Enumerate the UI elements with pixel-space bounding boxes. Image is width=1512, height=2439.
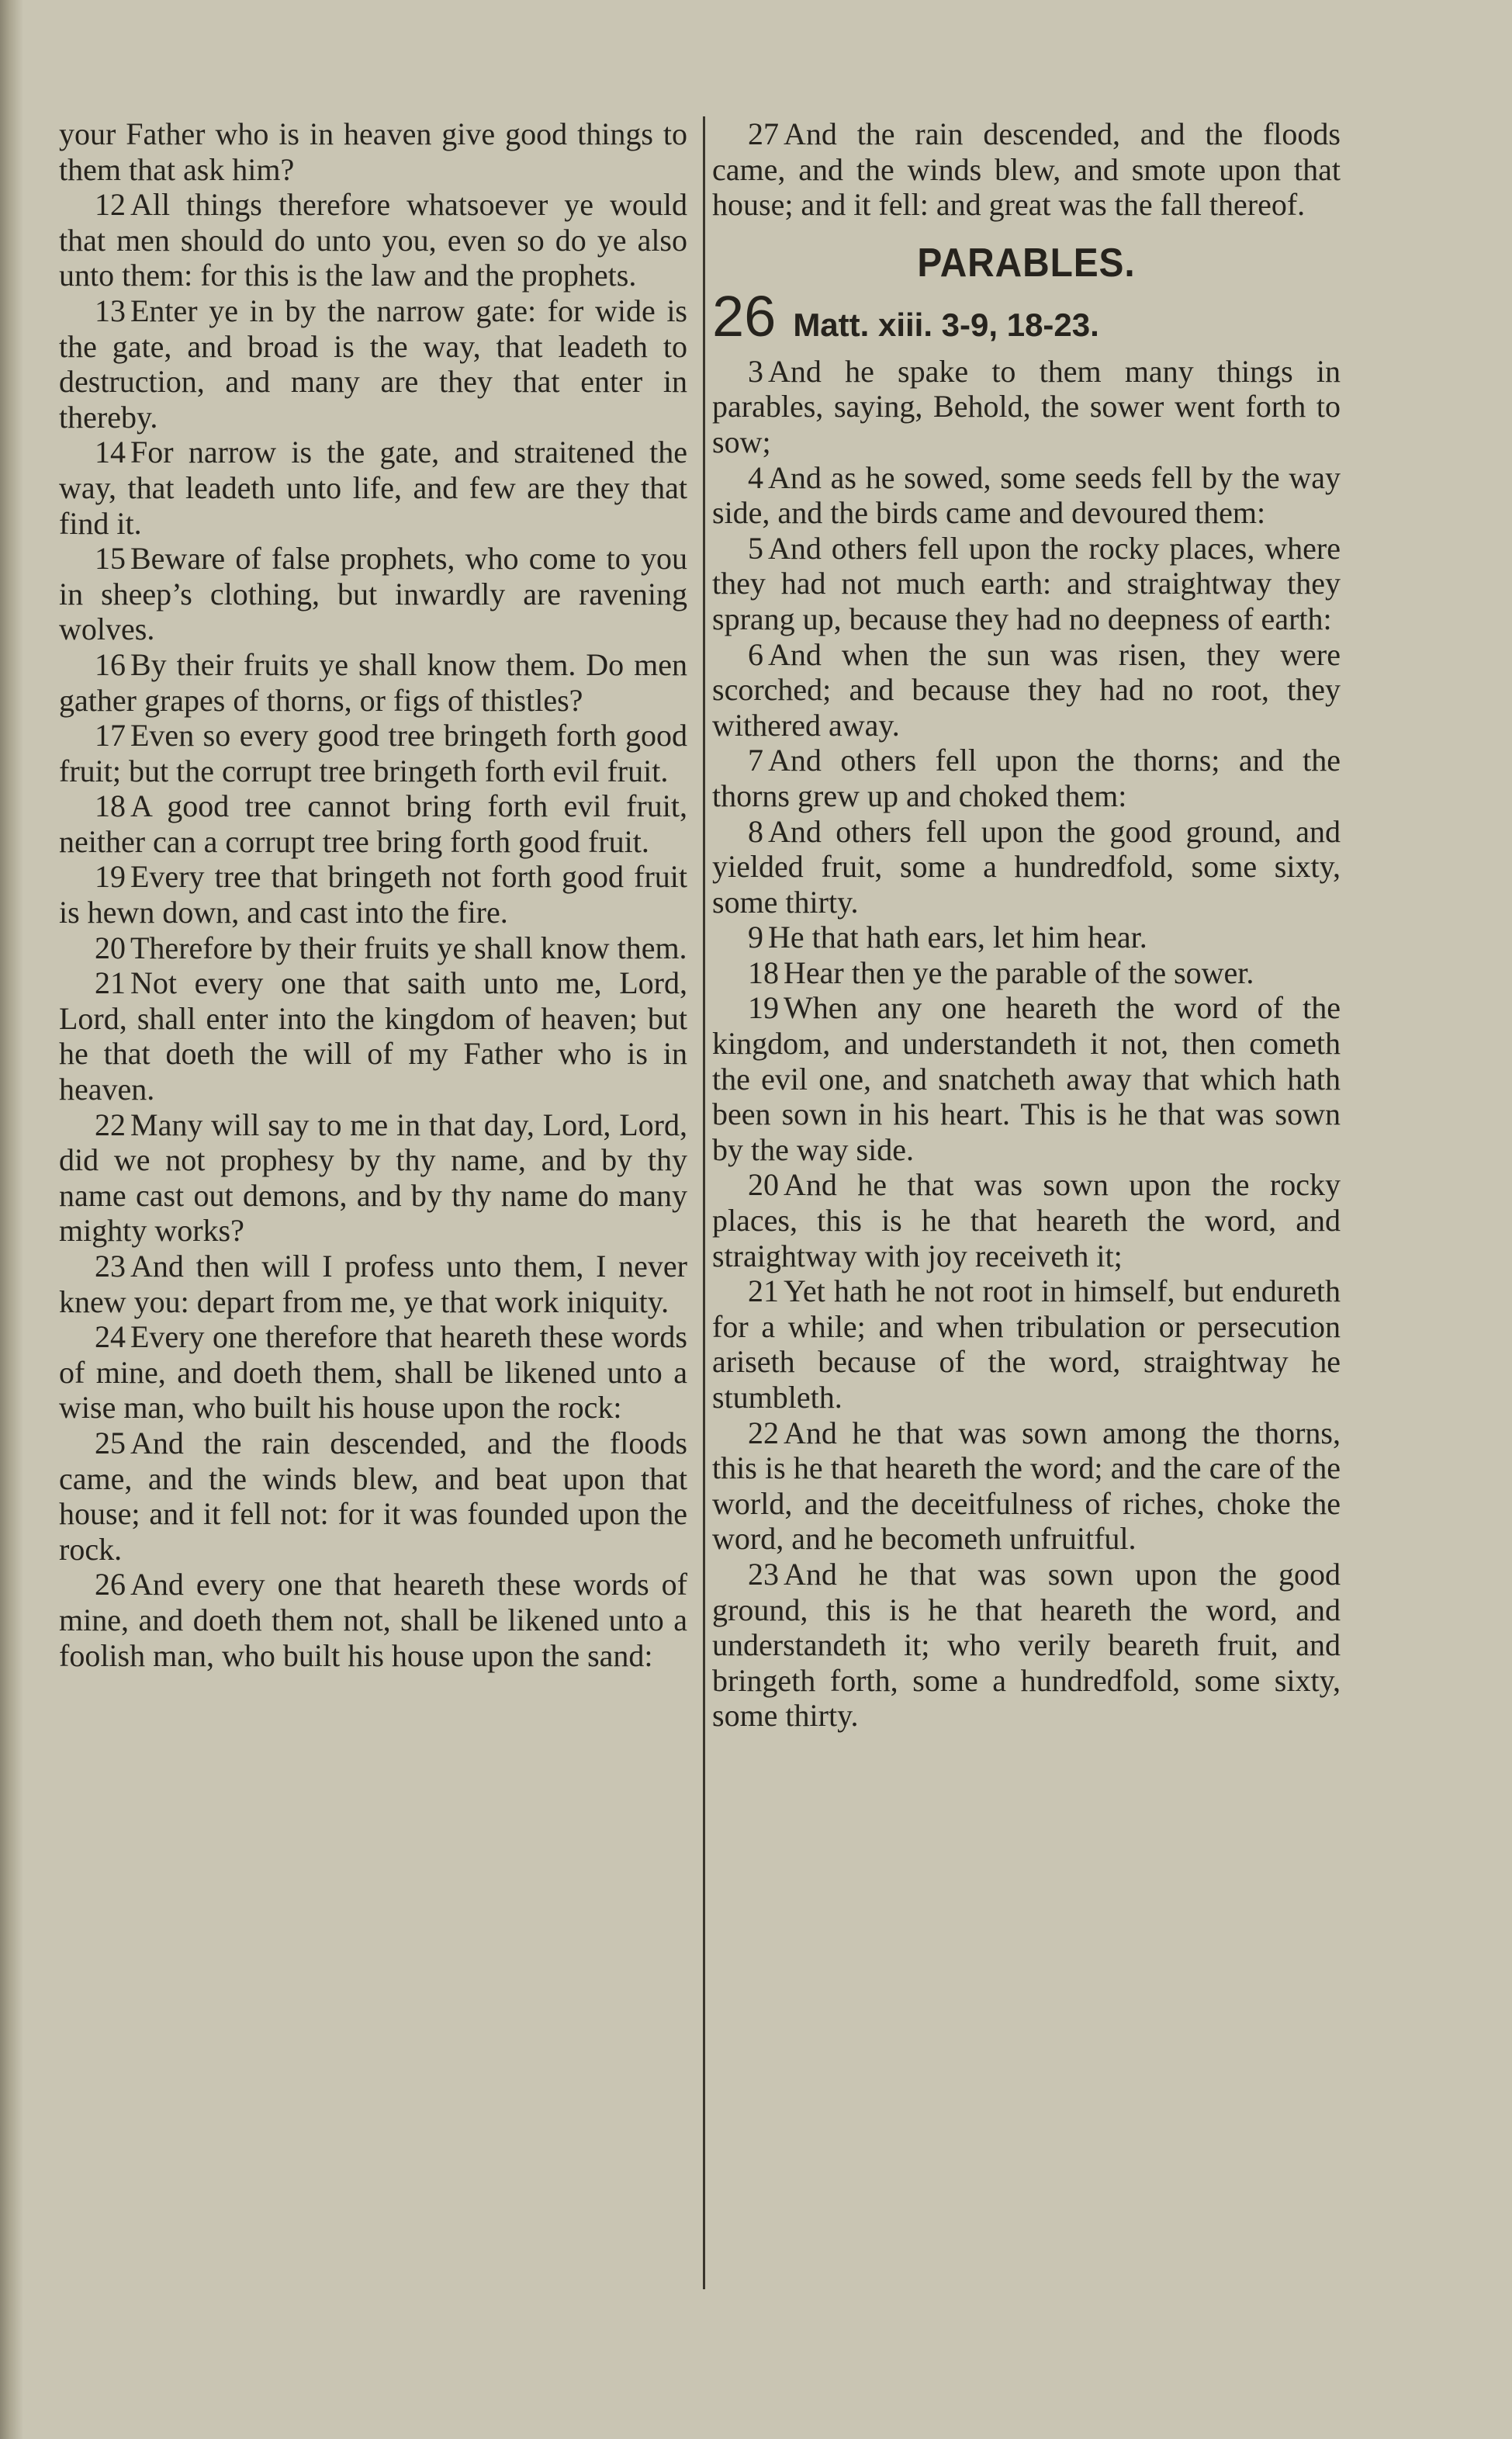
verse (712, 354, 1341, 460)
verse (59, 788, 687, 859)
verse-number: 26 (95, 1567, 126, 1602)
verse-number: 21 (95, 965, 126, 1001)
section-title: PARABLES. (917, 240, 1136, 286)
verse-text: He that hath ears, let him hear. (768, 920, 1147, 955)
verse-text: And he that was sown upon the good ground, this is he that heareth the word, and understandeth it; who verily beareth fruit, and bringeth forth, some a hundredfold, some sixty, some thirty. (712, 1556, 1341, 1734)
verse-text: And he that was sown among the thorns, this is he that heareth the word; and the care of the world, and the deceitfulness of riches, choke the word, and he becometh unfruitful. (712, 1415, 1341, 1557)
verse-text: Enter ye in by the narrow gate: for wide is the gate, and broad is the way, that leadeth to destruction, and many are they that enter in thereby. (59, 293, 687, 435)
verse-number: 5 (748, 530, 763, 566)
verse-number: 24 (95, 1319, 126, 1355)
verse-number: 6 (748, 636, 763, 672)
section-heading (712, 283, 1341, 351)
verse-text: And he spake to them many things in parables, saying, Behold, the sower went forth to sow; (712, 353, 1341, 459)
verse-text: And the rain descended, and the floods came, and the winds blew, and smote upon that house; and it fell: and great was the fall thereof. (712, 116, 1341, 223)
verse (59, 541, 687, 647)
right-column-verses-after (712, 354, 1341, 1734)
verse-number: 12 (95, 187, 126, 223)
verse-text: And others fell upon the good ground, and yielded fruit, some a hundredfold, some sixty, some thirty. (712, 813, 1341, 920)
verse-number: 19 (748, 990, 779, 1026)
verse-number: 16 (95, 646, 126, 682)
verse-number: 14 (95, 435, 126, 470)
verse-number: 17 (95, 718, 126, 754)
verse-number: 18 (748, 954, 779, 990)
verse-number: 23 (748, 1556, 779, 1592)
verse-text: For narrow is the gate, and straitened the way, that leadeth unto life, and few are they that find it. (59, 435, 687, 541)
verse (712, 460, 1341, 531)
verse-number: 22 (748, 1415, 779, 1450)
verse-number: 4 (748, 459, 763, 495)
verse (712, 637, 1341, 743)
verse (59, 859, 687, 930)
verse-text: Therefore by their fruits ye shall know them. (130, 930, 687, 965)
verse (712, 920, 1341, 955)
verse (712, 1557, 1341, 1734)
verse-text: A good tree cannot bring forth evil fruit, neither can a corrupt tree bring forth good fruit. (59, 788, 687, 859)
verse (712, 116, 1341, 223)
verse-text: And he that was sown upon the rocky places, this is he that heareth the word, and straightway with joy receiveth it; (712, 1167, 1341, 1273)
right-column (712, 116, 1341, 1734)
verse-number: 7 (748, 743, 763, 778)
verse-text: And every one that heareth these words of mine, and doeth them not, shall be likened unto a foolish man, who built his house upon the sand: (59, 1567, 687, 1673)
verse-number: 3 (748, 353, 763, 389)
verse (712, 531, 1341, 637)
verse-number: 23 (95, 1249, 126, 1284)
verse-number: 19 (95, 859, 126, 895)
verse-number: 25 (95, 1425, 126, 1460)
verse (59, 1249, 687, 1319)
verse (712, 990, 1341, 1167)
verse-text: And when the sun was risen, they were scorched; and because they had no root, they withered away. (712, 636, 1341, 743)
verse (59, 1426, 687, 1567)
verse-number: 22 (95, 1107, 126, 1142)
verse (59, 293, 687, 435)
verse (59, 1319, 687, 1426)
section-reference: Matt. xiii. 3-9, 18-23. (793, 306, 1099, 343)
verse-text: Beware of false prophets, who come to you in sheep’s clothing, but inwardly are ravening wolves. (59, 541, 687, 647)
verse-text: And others fell upon the rocky places, where they had not much earth: and straightway they sprang up, because they had no deepness of earth: (712, 530, 1341, 636)
left-column (59, 116, 687, 1673)
verse-text: Hear then ye the parable of the sower. (784, 954, 1254, 990)
verse (59, 930, 687, 966)
verse (712, 1273, 1341, 1415)
verse (59, 718, 687, 788)
verse-text: Even so every good tree bringeth forth good fruit; but the corrupt tree bringeth forth evil fruit. (59, 718, 687, 788)
verse (59, 435, 687, 541)
verse-number: 9 (748, 920, 763, 955)
verse-text: Many will say to me in that day, Lord, Lord, did we not prophesy by thy name, and by thy name cast out demons, and by thy name do many mighty works? (59, 1107, 687, 1249)
verse-text: And others fell upon the thorns; and the thorns grew up and choked them: (712, 743, 1341, 813)
verse-number: 13 (95, 293, 126, 328)
verse-text: Every one therefore that heareth these words of mine, and doeth them, shall be likened unto a wise man, who built his house upon the rock: (59, 1319, 687, 1426)
section-number: 26 (712, 283, 777, 348)
verse-number: 15 (95, 541, 126, 577)
verse-number: 20 (748, 1167, 779, 1203)
verse-number: 27 (748, 116, 779, 151)
verse (59, 1107, 687, 1249)
verse-text: When any one heareth the word of the kingdom, and understandeth it not, then cometh the evil one, and snatcheth away that which hath been sown in his heart. This is he that was sown by the way side. (712, 990, 1341, 1167)
page-binding-edge (0, 0, 23, 2439)
verse-text: Not every one that saith unto me, Lord, Lord, shall enter into the kingdom of heaven; but he that doeth the will of my Father who is in heaven. (59, 965, 687, 1107)
verse-text: And then will I profess unto them, I never knew you: depart from me, ye that work iniquity. (59, 1249, 687, 1319)
verse (712, 1415, 1341, 1557)
verse (712, 955, 1341, 991)
verse (712, 814, 1341, 920)
verse (712, 743, 1341, 813)
column-divider (703, 116, 705, 2289)
verse-text: your Father who is in heaven give good things to them that ask him? (59, 116, 687, 187)
verse (712, 1167, 1341, 1273)
verse-number: 20 (95, 930, 126, 965)
verse-text: Yet hath he not root in himself, but endureth for a while; and when tribulation or persecution ariseth because of the word, straightway he stumbleth. (712, 1273, 1341, 1415)
verse (59, 116, 687, 187)
verse (59, 965, 687, 1107)
verse-text: And the rain descended, and the floods came, and the winds blew, and beat upon that house; and it fell not: for it was founded upon the rock. (59, 1425, 687, 1567)
verse-text: By their fruits ye shall know them. Do men gather grapes of thorns, or figs of thistles? (59, 646, 687, 718)
verse-number: 21 (748, 1273, 779, 1309)
verse-text: All things therefore whatsoever ye would that men should do unto you, even so do ye also unto them: for this is the law and the prophets. (59, 187, 687, 293)
verse (59, 647, 687, 718)
verse (59, 1567, 687, 1673)
verse-text: Every tree that bringeth not forth good fruit is hewn down, and cast into the fire. (59, 859, 687, 930)
verse-number: 18 (95, 788, 126, 824)
right-column-verses-before (712, 116, 1341, 223)
verse (59, 187, 687, 293)
verse-number: 8 (748, 813, 763, 849)
verse-text: And as he sowed, some seeds fell by the way side, and the birds came and devoured them: (712, 459, 1341, 531)
